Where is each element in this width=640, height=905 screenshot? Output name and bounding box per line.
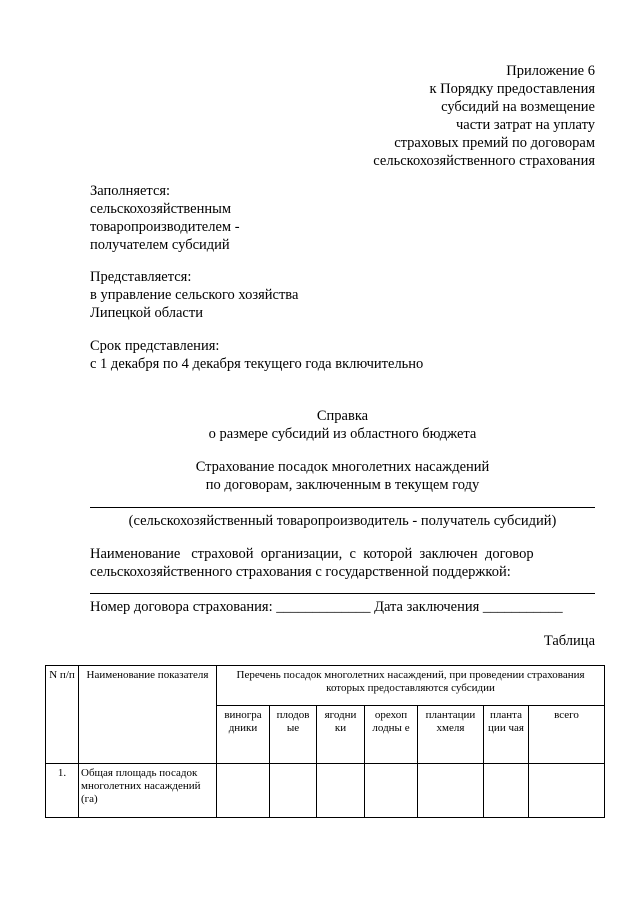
table-label: Таблица: [543, 633, 595, 649]
doc-subtitle: о размере субсидий из областного бюджета: [208, 426, 477, 442]
cell-nut[interactable]: [365, 764, 418, 818]
doc-title: Справка: [316, 408, 369, 424]
col-tea: планта ции чая: [484, 706, 529, 764]
header-plantings-group: Перечень посадок многолетних насаждений, при проведении страхования которых предоставляются субсидии: [217, 666, 605, 706]
producer-name-line: [90, 507, 595, 508]
producer-caption: (сельскохозяйственный товаропроизводитель - получатель субсидий): [128, 513, 557, 529]
appendix-line-2: к Порядку предоставления: [429, 81, 595, 97]
appendix-line-1: Приложение 6: [506, 63, 595, 79]
doc-subject-2: по договорам, заключенным в текущем году: [205, 477, 480, 493]
row-num: 1.: [46, 764, 79, 818]
col-berry: ягодни ки: [317, 706, 365, 764]
col-fruit: плодов ые: [270, 706, 317, 764]
filled-by-line-3: товаропроизводителем -: [90, 219, 240, 235]
appendix-line-6: сельскохозяйственного страхования: [373, 153, 595, 169]
cell-fruit[interactable]: [270, 764, 317, 818]
cell-vineyards[interactable]: [217, 764, 270, 818]
col-vineyards: виногра дники: [217, 706, 270, 764]
header-num: N п/п: [46, 666, 79, 764]
appendix-line-5: страховых премий по договорам: [394, 135, 595, 151]
subsidy-table: [45, 665, 605, 818]
filled-by-label: Заполняется:: [90, 183, 171, 199]
cell-hops[interactable]: [418, 764, 484, 818]
col-total: всего: [529, 706, 605, 764]
insurer-line-2: сельскохозяйственного страхования с государственной поддержкой:: [90, 564, 511, 580]
submitted-to-label: Представляется:: [90, 269, 192, 285]
appendix-line-3: субсидий на возмещение: [441, 99, 595, 115]
table-row: [46, 764, 605, 818]
contract-line: Номер договора страхования: _____________ Дата заключения ___________: [90, 599, 563, 615]
cell-total[interactable]: [529, 764, 605, 818]
filled-by-line-4: получателем субсидий: [90, 237, 230, 253]
deadline-value: с 1 декабря по 4 декабря текущего года включительно: [90, 356, 424, 372]
submitted-to-line-2: в управление сельского хозяйства: [90, 287, 299, 303]
appendix-line-4: части затрат на уплату: [456, 117, 595, 133]
col-hops: плантации хмеля: [418, 706, 484, 764]
cell-berry[interactable]: [317, 764, 365, 818]
filled-by-line-2: сельскохозяйственным: [90, 201, 232, 217]
insurer-name-line: [90, 593, 595, 594]
deadline-label: Срок представления:: [90, 338, 220, 354]
col-nut: орехоп лодны е: [365, 706, 418, 764]
header-indicator: Наименование показателя: [79, 666, 217, 764]
row-indicator: Общая площадь посадок многолетних насаждений (га): [79, 764, 217, 818]
cell-tea[interactable]: [484, 764, 529, 818]
submitted-to-line-3: Липецкой области: [90, 305, 203, 321]
doc-subject-1: Страхование посадок многолетних насаждений: [195, 459, 490, 475]
insurer-line-1: Наименование страховой организации, с которой заключен договор: [90, 546, 534, 562]
